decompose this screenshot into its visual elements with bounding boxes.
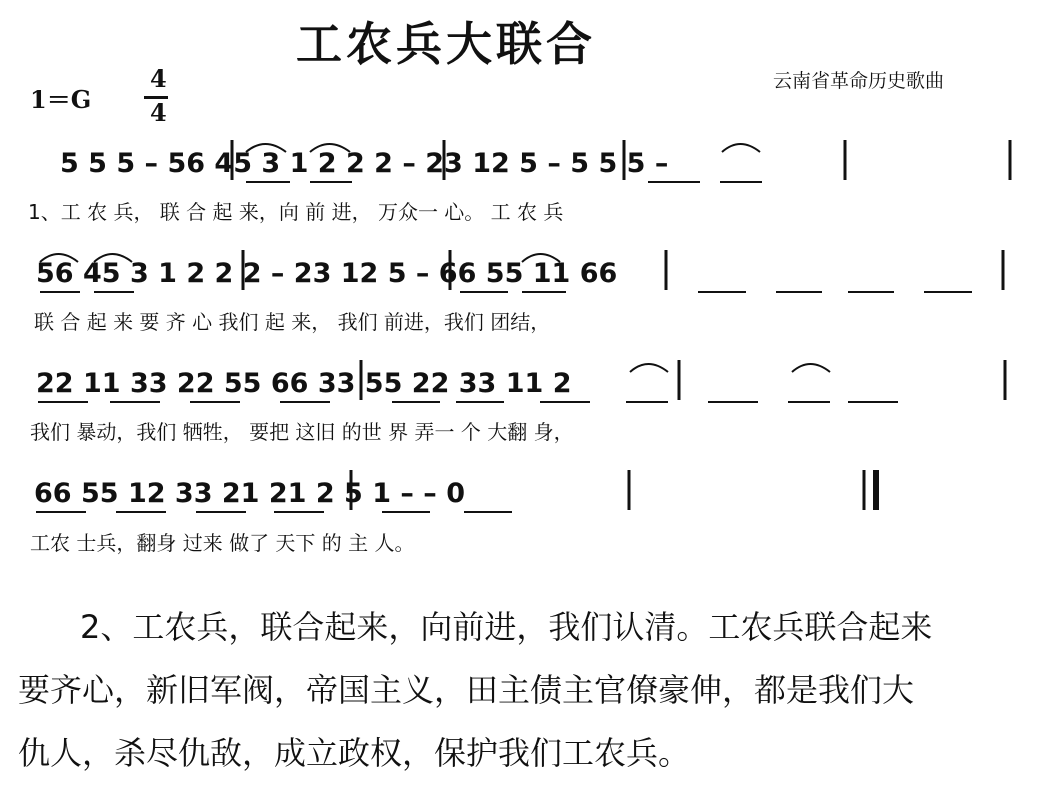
notation-row-4: 66 55 12 33 21 21 2 5 1 – – 0 [34,478,465,509]
beam-underlines [36,182,972,512]
slur [630,364,668,372]
slur [722,144,760,152]
verse2-line-2: 要齐心，新旧军阀，帝国主义，田主债主官僚豪伸，都是我们大 [18,671,915,709]
lyrics-row-4: 工农 士兵，翻身 过来 做了 天下 的 主 人。 [30,531,415,555]
song-source: 云南省革命历史歌曲 [773,70,945,92]
notation-row-3: 22 11 33 22 55 66 33 55 22 33 11 2 [36,368,572,399]
slurs [40,144,830,372]
verse2-line-1: 2、工农兵，联合起来，向前进，我们认清。工农兵联合起来 [80,608,933,646]
slur [94,254,132,262]
notation-row-2: 56 45 3 1 2 2 2 – 23 12 5 – 66 55 11 66 [36,258,618,289]
slur [40,254,78,262]
key-signature: 1＝G [30,85,92,114]
verse2-line-3: 仇人，杀尽仇敌，成立政权，保护我们工农兵。 [18,734,691,772]
slur [246,144,286,152]
slur [792,364,830,372]
barlines [232,140,1010,510]
lyrics-row-2: 联 合 起 来 要 齐 心 我们 起 来， 我们 前进，我们 团结， [34,310,551,334]
notation-row-1: 5 5 5 – 56 45 3 1 2 2 2 – 23 12 5 – 5 5 5 – [60,148,669,179]
page-title: 工农兵大联合 [296,17,596,71]
lyrics-row-1: 1、工 农 兵， 联 合 起 来，向 前 进， 万众一 心。 工 农 兵 [28,200,564,224]
time-signature-bottom: 4 [150,98,167,127]
slur [310,144,350,152]
lyrics-row-3: 我们 暴动，我们 牺牲， 要把 这旧 的世 界 弄一 个 大翻 身， [30,420,574,444]
time-signature-top: 4 [150,64,167,93]
slur [522,254,560,262]
